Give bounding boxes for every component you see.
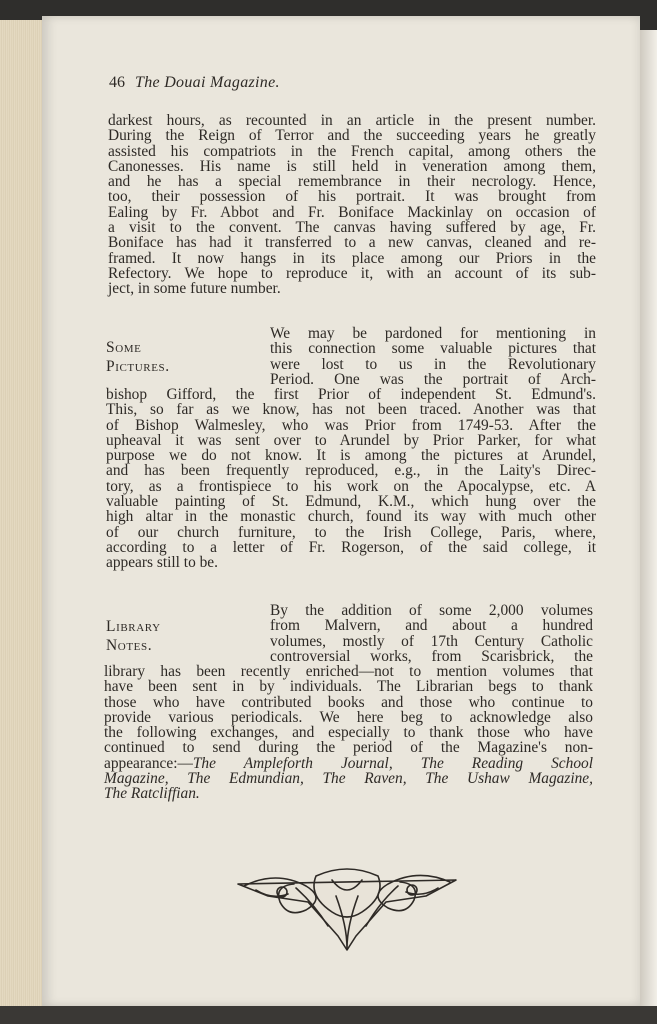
text-line: of our church furniture, to the Irish College, Paris, where, bbox=[106, 523, 596, 541]
italic-title-list: The Ampleforth Journal, The Reading School bbox=[192, 754, 593, 772]
text-line: appears still to be. bbox=[106, 554, 218, 572]
text-line: purpose we do not know. It is among the pictures at Arundel, bbox=[106, 447, 596, 465]
text-line: this connection some valuable pictures that bbox=[270, 340, 596, 358]
text-line bbox=[104, 756, 593, 771]
library-paragraph bbox=[104, 664, 593, 802]
text-line: ject, in some future number. bbox=[108, 280, 281, 298]
page-stack-edges bbox=[0, 20, 47, 1010]
section-heading-some-pictures bbox=[106, 338, 170, 376]
text-line: valuable painting of St. Edmund, K.M., which hung over the bbox=[106, 493, 596, 511]
text-line: and has been frequently reproduced, e.g., in the Laity's Direc- bbox=[106, 462, 596, 480]
text-line: of Bishop Walmesley, who was Prior from 1749-53. After the bbox=[106, 416, 596, 434]
pictures-side-text bbox=[270, 326, 596, 387]
text-line: darkest hours, as recounted in an article in the present number. bbox=[108, 112, 596, 129]
text-line: Canonesses. His name is still held in veneration among them, bbox=[108, 157, 596, 175]
text-line bbox=[104, 786, 593, 801]
running-header bbox=[109, 74, 509, 92]
intro-paragraph bbox=[108, 113, 596, 297]
text-line: upheaval it was sent over to Arundel by Prior Parker, for what bbox=[106, 431, 596, 449]
text-line: controversial works, from Scarisbrick, the bbox=[270, 647, 593, 665]
text-line: provide various periodicals. We here beg to acknowledge also bbox=[104, 708, 593, 726]
text-line: continued to send during the period of the Magazine's non- bbox=[104, 739, 593, 757]
text-line: During the Reign of Terror and the succeeding years he greatly bbox=[108, 127, 596, 145]
text-line: have been sent in by individuals. The Librarian begs to thank bbox=[104, 678, 593, 696]
text-line: framed. It now hangs in its place among our Priors in the bbox=[108, 249, 596, 267]
text-line: tory, as a frontispiece to his work on the Apocalypse, etc. A bbox=[106, 477, 596, 495]
section-heading-library-notes bbox=[106, 617, 161, 655]
text-line: This, so far as we know, has not been traced. Another was that bbox=[106, 401, 596, 419]
line-prefix: appearance:— bbox=[104, 754, 193, 772]
text-line: Period. One was the portrait of Arch- bbox=[270, 370, 596, 388]
heading-line: Some bbox=[106, 339, 142, 356]
text-line: library has been recently enriched—not to mention volumes that bbox=[104, 663, 593, 680]
text-line: By the addition of some 2,000 volumes bbox=[270, 602, 593, 619]
text-line: Ealing by Fr. Abbot and Fr. Boniface Mackinlay on occasion of bbox=[108, 203, 596, 221]
text-line: those who have contributed books and those who continue to bbox=[104, 693, 593, 711]
text-line: volumes, mostly of 17th Century Catholic bbox=[270, 632, 593, 650]
heading-line: Library bbox=[106, 618, 161, 635]
text-line: were lost to us in the Revolutionary bbox=[270, 355, 596, 373]
heading-line: Pictures. bbox=[106, 358, 170, 375]
pictures-paragraph bbox=[106, 387, 596, 571]
text-line: high altar in the monastic church, found its way with much other bbox=[106, 508, 596, 526]
text-line: according to a letter of Fr. Rogerson, of the said college, it bbox=[106, 538, 596, 556]
facing-page-edge bbox=[640, 30, 657, 1010]
page-number: 46 bbox=[109, 74, 125, 91]
text-line: Refectory. We hope to reproduce it, with an account of its sub- bbox=[108, 264, 596, 282]
library-side-text bbox=[270, 603, 593, 664]
italic-title-list: Magazine, The Edmundian, The Raven, The Ushaw Magazine, bbox=[104, 770, 593, 788]
text-line: a visit to the convent. The canvas having suffered by age, Fr. bbox=[108, 219, 596, 237]
text-line: and he has a special remembrance in their necrology. Hence, bbox=[108, 173, 596, 191]
text-line: assisted his compatriots in the French capital, among others the bbox=[108, 142, 596, 160]
book-cover-bottom bbox=[0, 1006, 657, 1024]
text-line: We may be pardoned for mentioning in bbox=[270, 325, 596, 342]
journal-title: The Douai Magazine. bbox=[135, 74, 280, 91]
italic-title-list: The Ratcliffian. bbox=[104, 785, 200, 803]
text-line: from Malvern, and about a hundred bbox=[270, 617, 593, 635]
text-line: too, their possession of his portrait. It was brought from bbox=[108, 188, 596, 206]
text-line: the following exchanges, and especially to thank those who have bbox=[104, 724, 593, 742]
heading-line: Notes. bbox=[106, 637, 153, 654]
text-line bbox=[104, 771, 593, 786]
text-line: Boniface has had it transferred to a new canvas, cleaned and re- bbox=[108, 234, 596, 252]
celtic-knot-ornament-icon bbox=[236, 866, 458, 956]
text-line: bishop Gifford, the first Prior of independent St. Edmund's. bbox=[106, 386, 596, 403]
